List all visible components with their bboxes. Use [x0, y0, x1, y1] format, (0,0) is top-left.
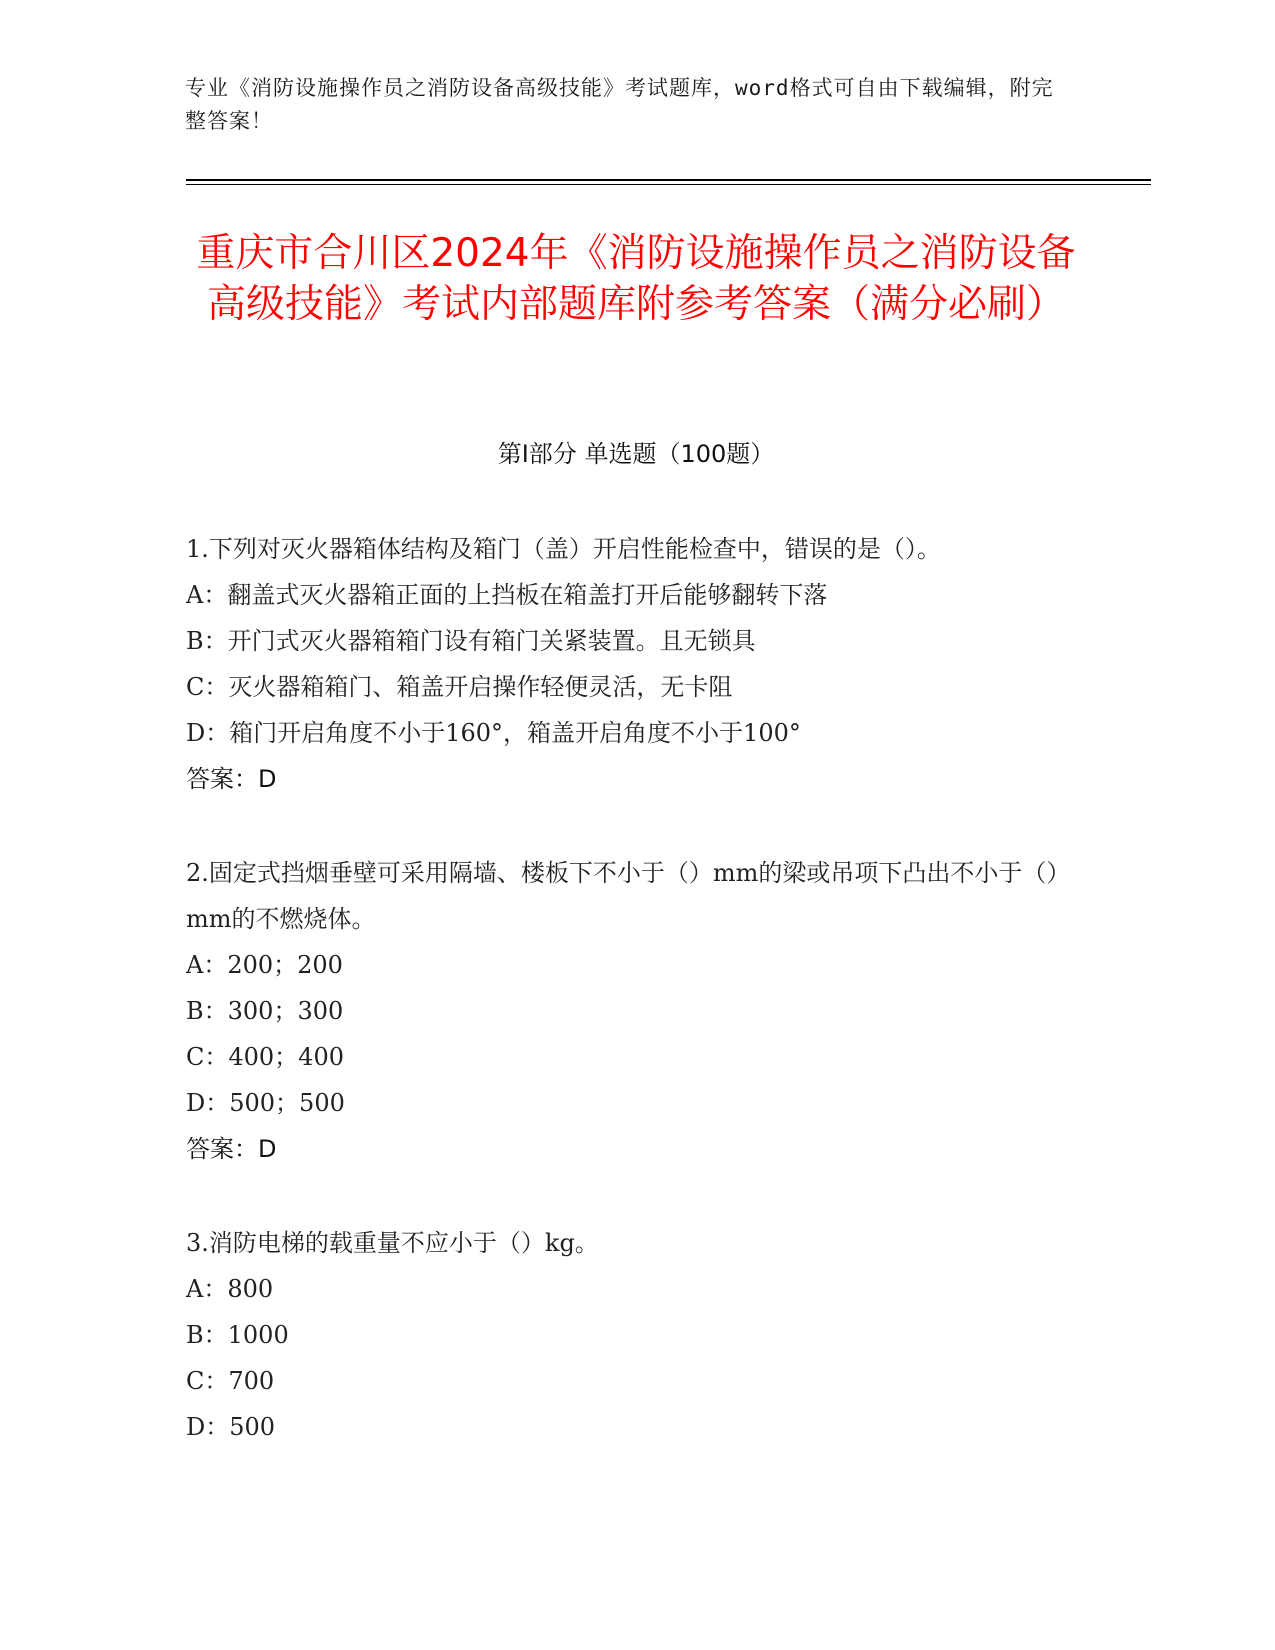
option-c: C：灭火器箱箱门、箱盖开启操作轻便灵活，无卡阻 [186, 673, 733, 701]
question-stem: 3.消防电梯的载重量不应小于（）kg。 [186, 1229, 599, 1257]
option-b: B：开门式灭火器箱箱门设有箱门关紧装置。且无锁具 [186, 627, 756, 655]
option-d: D：箱门开启角度不小于160°，箱盖开启角度不小于100° [186, 719, 801, 747]
option-d: D：500 [186, 1413, 276, 1441]
option-b: B：1000 [186, 1321, 289, 1349]
option-b: B：300；300 [186, 997, 344, 1025]
question-stem: 2.固定式挡烟垂壁可采用隔墙、楼板下不小于（）mm的梁或吊项下凸出不小于（）mm的不燃烧体。 [186, 859, 1059, 933]
option-a: A：800 [186, 1275, 274, 1303]
question-3 [186, 1220, 1066, 1450]
section-heading: 第Ⅰ部分 单选题（100题） [497, 440, 775, 468]
header-divider-thick [186, 179, 1151, 181]
option-d: D：500；500 [186, 1089, 345, 1117]
answer-line: 答案：D [186, 765, 277, 793]
option-a: A：翻盖式灭火器箱正面的上挡板在箱盖打开后能够翻转下落 [186, 581, 828, 609]
header-note: 专业《消防设施操作员之消防设备高级技能》考试题库，word格式可自由下载编辑，附完整答案！ [185, 76, 1054, 133]
option-c: C：700 [186, 1367, 275, 1395]
question-list [186, 526, 1066, 1498]
option-a: A：200；200 [186, 951, 343, 979]
answer-line: 答案：D [186, 1135, 277, 1163]
header-divider-thin [186, 184, 1151, 185]
question-1 [186, 526, 1066, 802]
question-stem: 1.下列对灭火器箱体结构及箱门（盖）开启性能检查中，错误的是（）。 [186, 535, 941, 563]
document-title: 重庆市合川区2024年《消防设施操作员之消防设备高级技能》考试内部题库附参考答案（满分必刷） [196, 231, 1076, 327]
option-c: C：400；400 [186, 1043, 344, 1071]
question-2 [186, 850, 1066, 1172]
